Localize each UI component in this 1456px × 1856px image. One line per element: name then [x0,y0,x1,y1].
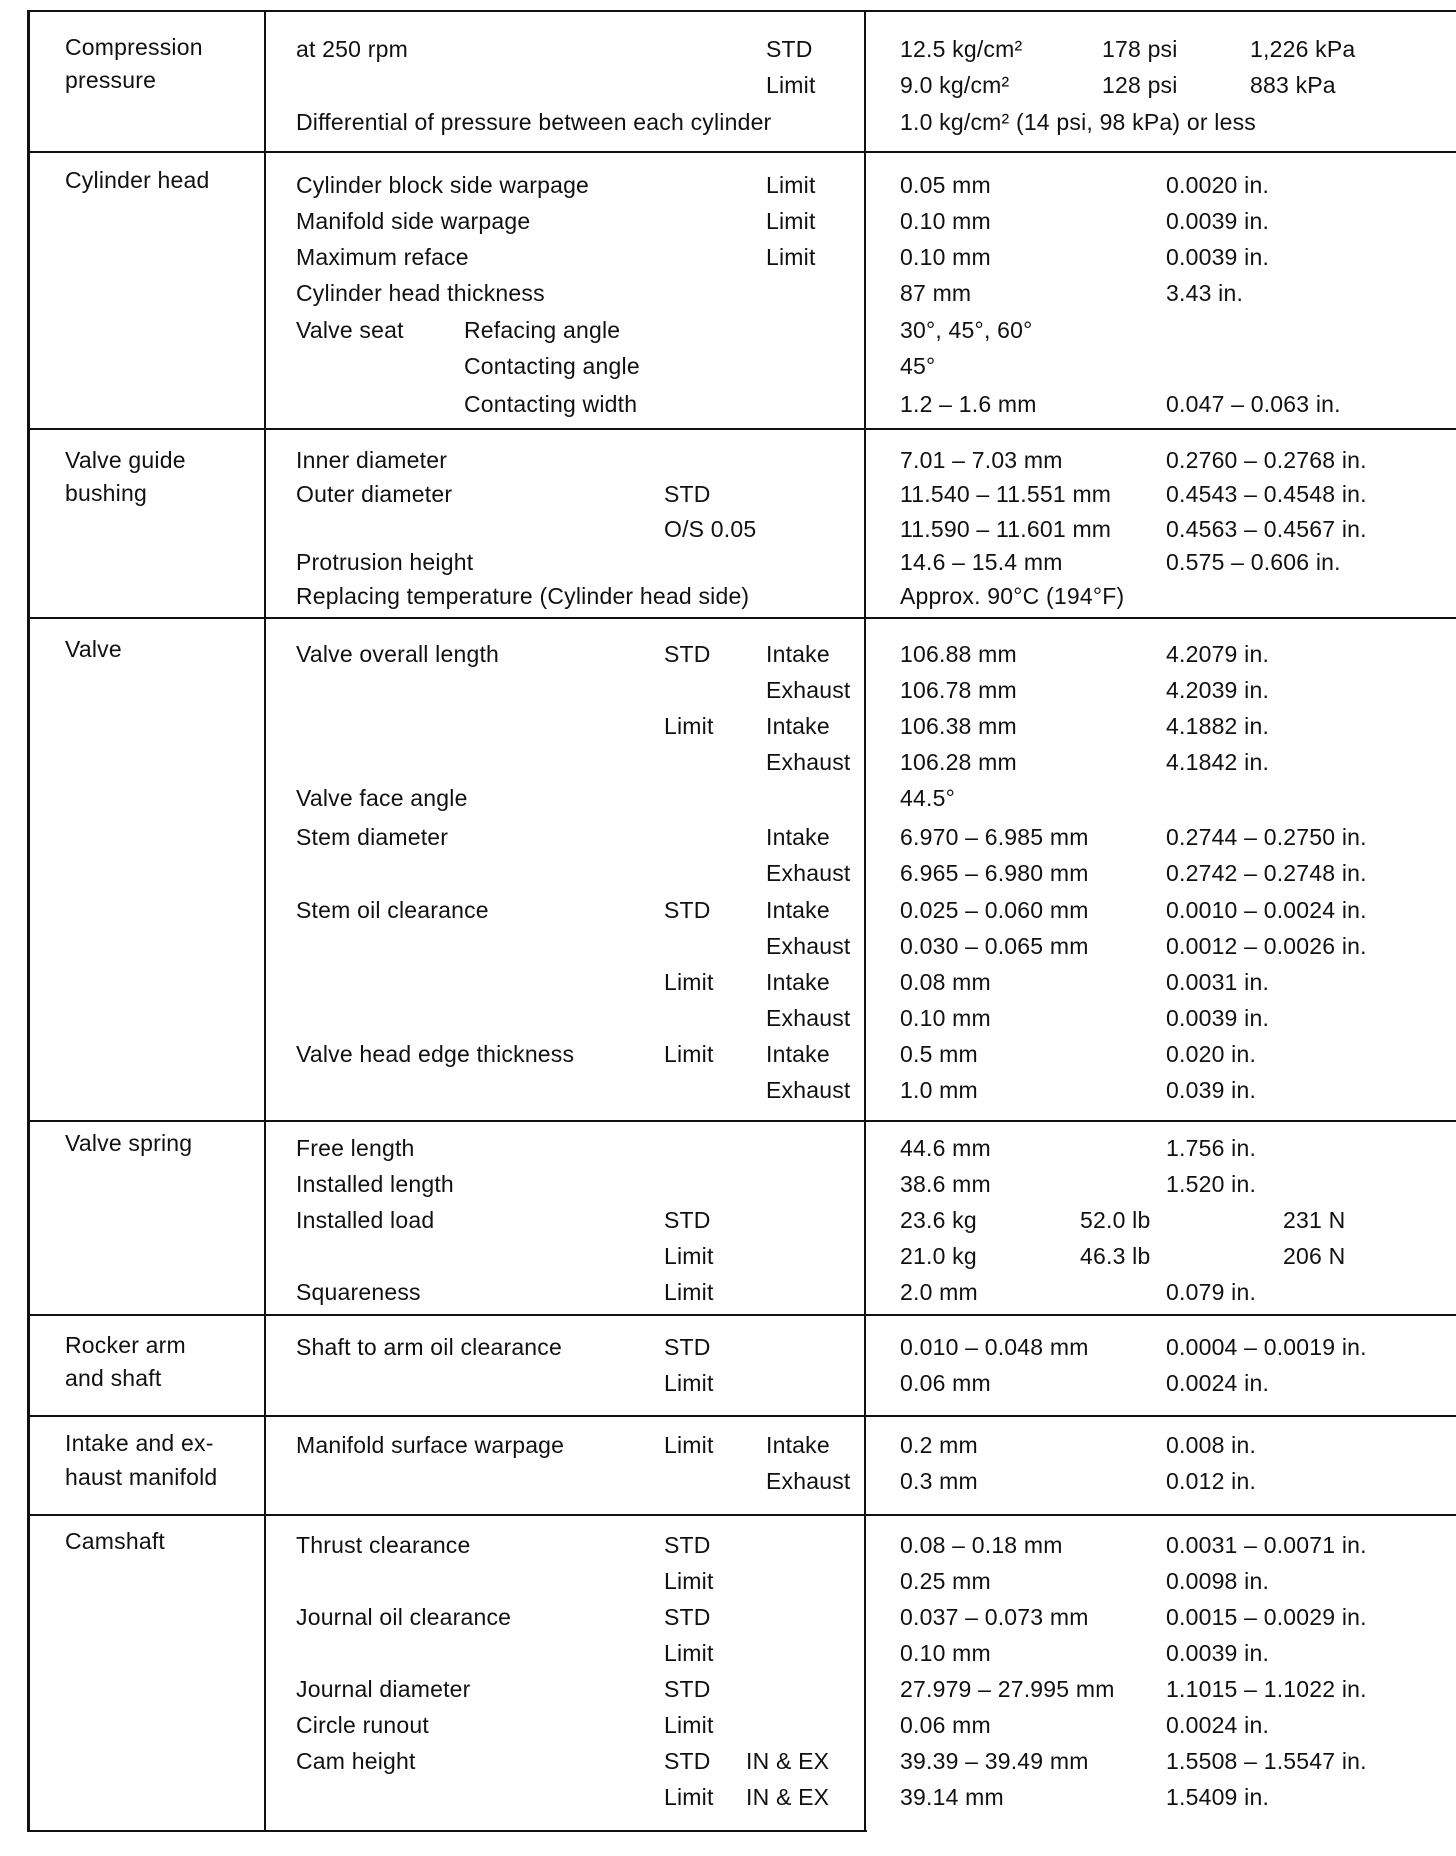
spec-item: Cam height [296,1748,416,1774]
metric-value: 21.0 kg [900,1243,977,1269]
imperial-value: 0.0031 in. [1166,969,1270,995]
imperial-value: 0.079 in. [1166,1279,1257,1305]
spec-item: Free length [296,1135,415,1161]
table-border-left [27,10,30,1832]
metric-value: 0.08 – 0.18 mm [900,1532,1063,1558]
metric-value: 0.025 – 0.060 mm [900,897,1089,923]
imperial-value: 0.0015 – 0.0029 in. [1166,1604,1367,1630]
spec-subitem: Refacing angle [464,317,621,343]
metric-value: 0.08 mm [900,969,991,995]
metric-value: 106.38 mm [900,713,1017,739]
imperial-value: 0.047 – 0.063 in. [1166,391,1341,417]
table-border-top [27,10,1456,12]
spec-qualifier: Limit [664,969,714,995]
imperial-value: 0.0031 – 0.0071 in. [1166,1532,1367,1558]
imperial-value: 0.2760 – 0.2768 in. [1166,447,1367,473]
spec-qualifier: Limit [766,208,816,234]
section-title: Compression [65,34,203,60]
imperial-value: 4.1842 in. [1166,749,1270,775]
imperial-value: 0.0039 in. [1166,208,1270,234]
metric-value: 44.6 mm [900,1135,991,1161]
column-divider-2 [864,10,866,1832]
spec-side: Exhaust [766,677,851,703]
spec-item: Valve head edge thickness [296,1041,575,1067]
metric-value: 0.06 mm [900,1370,991,1396]
imperial-value: 3.43 in. [1166,280,1244,306]
imperial-value: 4.2079 in. [1166,641,1270,667]
spec-side: Intake [766,1432,830,1458]
metric-value: 0.3 mm [900,1468,978,1494]
spec-item: Stem diameter [296,824,449,850]
spec-item: Manifold surface warpage [296,1432,565,1458]
spec-item: Shaft to arm oil clearance [296,1334,562,1360]
imperial-value: 1.5508 – 1.5547 in. [1166,1748,1367,1774]
section-title: Valve [65,636,122,662]
metric-value: 14.6 – 15.4 mm [900,549,1063,575]
table-border-bottom [27,1830,867,1832]
imperial-value: 0.0004 – 0.0019 in. [1166,1334,1367,1360]
spec-qualifier: Limit [664,713,714,739]
section-divider [27,1120,1456,1122]
spec-qualifier: STD [664,897,711,923]
spec-side: Intake [766,713,830,739]
metric-value: 0.25 mm [900,1568,991,1594]
spec-qualifier: STD [664,1334,711,1360]
metric-value: 39.14 mm [900,1784,1004,1810]
metric-value: 1.0 kg/cm² (14 psi, 98 kPa) or less [900,109,1256,135]
spec-side: Exhaust [766,1005,851,1031]
metric-value: 12.5 kg/cm² [900,36,1023,62]
section-divider [27,1514,1456,1516]
spec-item: Manifold side warpage [296,208,531,234]
spec-item: Maximum reface [296,244,469,270]
spec-side: Exhaust [766,933,851,959]
spec-item: at 250 rpm [296,36,408,62]
section-title: Cylinder head [65,167,210,193]
spec-qualifier: Limit [664,1041,714,1067]
spec-side: Intake [766,897,830,923]
imperial-value: 0.0024 in. [1166,1712,1270,1738]
imperial-value: 0.4543 – 0.4548 in. [1166,481,1367,507]
section-title: haust manifold [65,1464,218,1490]
spec-item: Cylinder head thickness [296,280,545,306]
newton-value: 231 N [1283,1207,1346,1233]
spec-item: Replacing temperature (Cylinder head side) [296,583,750,609]
metric-value: 30°, 45°, 60° [900,317,1033,343]
metric-value: 1.2 – 1.6 mm [900,391,1037,417]
imperial-value: 0.012 in. [1166,1468,1257,1494]
metric-value: 11.540 – 11.551 mm [900,481,1112,507]
section-title: and shaft [65,1365,162,1391]
imperial-value: 0.2744 – 0.2750 in. [1166,824,1367,850]
spec-qualifier: Limit [766,72,816,98]
metric-value: 106.78 mm [900,677,1017,703]
spec-qualifier: Limit [766,244,816,270]
imperial-value: 0.575 – 0.606 in. [1166,549,1341,575]
section-title: Rocker arm [65,1332,186,1358]
spec-side: Exhaust [766,749,851,775]
imperial-value: 0.008 in. [1166,1432,1257,1458]
spec-qualifier: STD [664,1748,711,1774]
spec-side: Intake [766,641,830,667]
section-title: pressure [65,67,157,93]
spec-item: Protrusion height [296,549,474,575]
spec-qualifier: STD [664,481,711,507]
metric-value: 9.0 kg/cm² [900,72,1010,98]
spec-item: Valve face angle [296,785,468,811]
imperial-value: 4.1882 in. [1166,713,1270,739]
metric-value: 6.965 – 6.980 mm [900,860,1089,886]
newton-value: 206 N [1283,1243,1346,1269]
section-divider [27,151,1456,153]
spec-qualifier: Limit [664,1243,714,1269]
kpa-value: 1,226 kPa [1250,36,1356,62]
imperial-value: 0.0039 in. [1166,1005,1270,1031]
spec-qualifier: Limit [664,1370,714,1396]
pound-value: 46.3 lb [1080,1243,1151,1269]
metric-value: 27.979 – 27.995 mm [900,1676,1115,1702]
metric-value: 0.030 – 0.065 mm [900,933,1089,959]
section-divider [27,1314,1456,1316]
imperial-value: 0.0020 in. [1166,172,1270,198]
spec-qualifier: STD [664,1532,711,1558]
spec-item: Stem oil clearance [296,897,489,923]
spec-item: Journal oil clearance [296,1604,512,1630]
spec-item: Installed load [296,1207,435,1233]
spec-item: Journal diameter [296,1676,471,1702]
metric-value: 38.6 mm [900,1171,991,1197]
imperial-value: 1.1015 – 1.1022 in. [1166,1676,1367,1702]
imperial-value: 0.020 in. [1166,1041,1257,1067]
metric-value: 0.010 – 0.048 mm [900,1334,1089,1360]
spec-item: Differential of pressure between each cylinder [296,109,772,135]
spec-qualifier: Limit [664,1784,714,1810]
spec-item: Installed length [296,1171,454,1197]
imperial-value: 0.0039 in. [1166,244,1270,270]
imperial-value: 1.756 in. [1166,1135,1257,1161]
section-divider [27,1415,1456,1417]
imperial-value: 0.2742 – 0.2748 in. [1166,860,1367,886]
imperial-value: 4.2039 in. [1166,677,1270,703]
spec-item: Cylinder block side warpage [296,172,590,198]
section-title: bushing [65,480,147,506]
metric-value: 6.970 – 6.985 mm [900,824,1089,850]
section-title: Intake and ex- [65,1430,214,1456]
column-divider-1 [264,10,266,1832]
spec-qualifier: Limit [664,1712,714,1738]
metric-value: 23.6 kg [900,1207,977,1233]
spec-qualifier: STD [664,641,711,667]
section-divider [27,617,1456,619]
metric-value: 7.01 – 7.03 mm [900,447,1063,473]
section-divider [27,428,1456,430]
metric-value: 87 mm [900,280,972,306]
spec-qualifier: Limit [766,172,816,198]
spec-side: Exhaust [766,1077,851,1103]
spec-item: Circle runout [296,1712,429,1738]
metric-value: 106.88 mm [900,641,1017,667]
pound-value: 52.0 lb [1080,1207,1151,1233]
metric-value: 0.10 mm [900,1005,991,1031]
spec-item: Thrust clearance [296,1532,471,1558]
spec-qualifier: O/S 0.05 [664,516,757,542]
metric-value: 0.10 mm [900,1640,991,1666]
spec-item: Valve overall length [296,641,500,667]
metric-value: 0.5 mm [900,1041,978,1067]
imperial-value: 1.5409 in. [1166,1784,1270,1810]
spec-qualifier: Limit [664,1279,714,1305]
imperial-value: 0.4563 – 0.4567 in. [1166,516,1367,542]
spec-qualifier: Limit [664,1640,714,1666]
spec-item: Inner diameter [296,447,448,473]
kpa-value: 883 kPa [1250,72,1336,98]
spec-item: Valve seat [296,317,404,343]
spec-item: Squareness [296,1279,421,1305]
metric-value: 0.10 mm [900,208,991,234]
spec-qualifier: Limit [664,1432,714,1458]
metric-value: 0.037 – 0.073 mm [900,1604,1089,1630]
spec-side: Exhaust [766,1468,851,1494]
spec-qualifier: STD [664,1207,711,1233]
metric-value: 45° [900,353,936,379]
imperial-value: 1.520 in. [1166,1171,1257,1197]
imperial-value: 0.039 in. [1166,1077,1257,1103]
metric-value: 0.05 mm [900,172,991,198]
metric-value: 44.5° [900,785,955,811]
imperial-value: 0.0010 – 0.0024 in. [1166,897,1367,923]
spec-side: IN & EX [746,1784,830,1810]
spec-side: Intake [766,1041,830,1067]
metric-value: 39.39 – 39.49 mm [900,1748,1089,1774]
spec-side: Intake [766,824,830,850]
section-title: Camshaft [65,1528,166,1554]
metric-value: 0.10 mm [900,244,991,270]
section-title: Valve spring [65,1130,193,1156]
spec-side: Intake [766,969,830,995]
spec-item: Outer diameter [296,481,453,507]
imperial-value: 0.0012 – 0.0026 in. [1166,933,1367,959]
psi-value: 128 psi [1102,72,1178,98]
spec-qualifier: STD [664,1604,711,1630]
metric-value: 1.0 mm [900,1077,978,1103]
metric-value: 11.590 – 11.601 mm [900,516,1112,542]
spec-qualifier: Limit [664,1568,714,1594]
metric-value: 0.06 mm [900,1712,991,1738]
metric-value: 106.28 mm [900,749,1017,775]
metric-value: 0.2 mm [900,1432,978,1458]
spec-side: Exhaust [766,860,851,886]
spec-qualifier: STD [664,1676,711,1702]
spec-subitem: Contacting angle [464,353,640,379]
metric-value: Approx. 90°C (194°F) [900,583,1125,609]
imperial-value: 0.0024 in. [1166,1370,1270,1396]
psi-value: 178 psi [1102,36,1178,62]
imperial-value: 0.0098 in. [1166,1568,1270,1594]
metric-value: 2.0 mm [900,1279,978,1305]
section-title: Valve guide [65,447,186,473]
spec-subitem: Contacting width [464,391,638,417]
imperial-value: 0.0039 in. [1166,1640,1270,1666]
spec-side: IN & EX [746,1748,830,1774]
spec-qualifier: STD [766,36,813,62]
